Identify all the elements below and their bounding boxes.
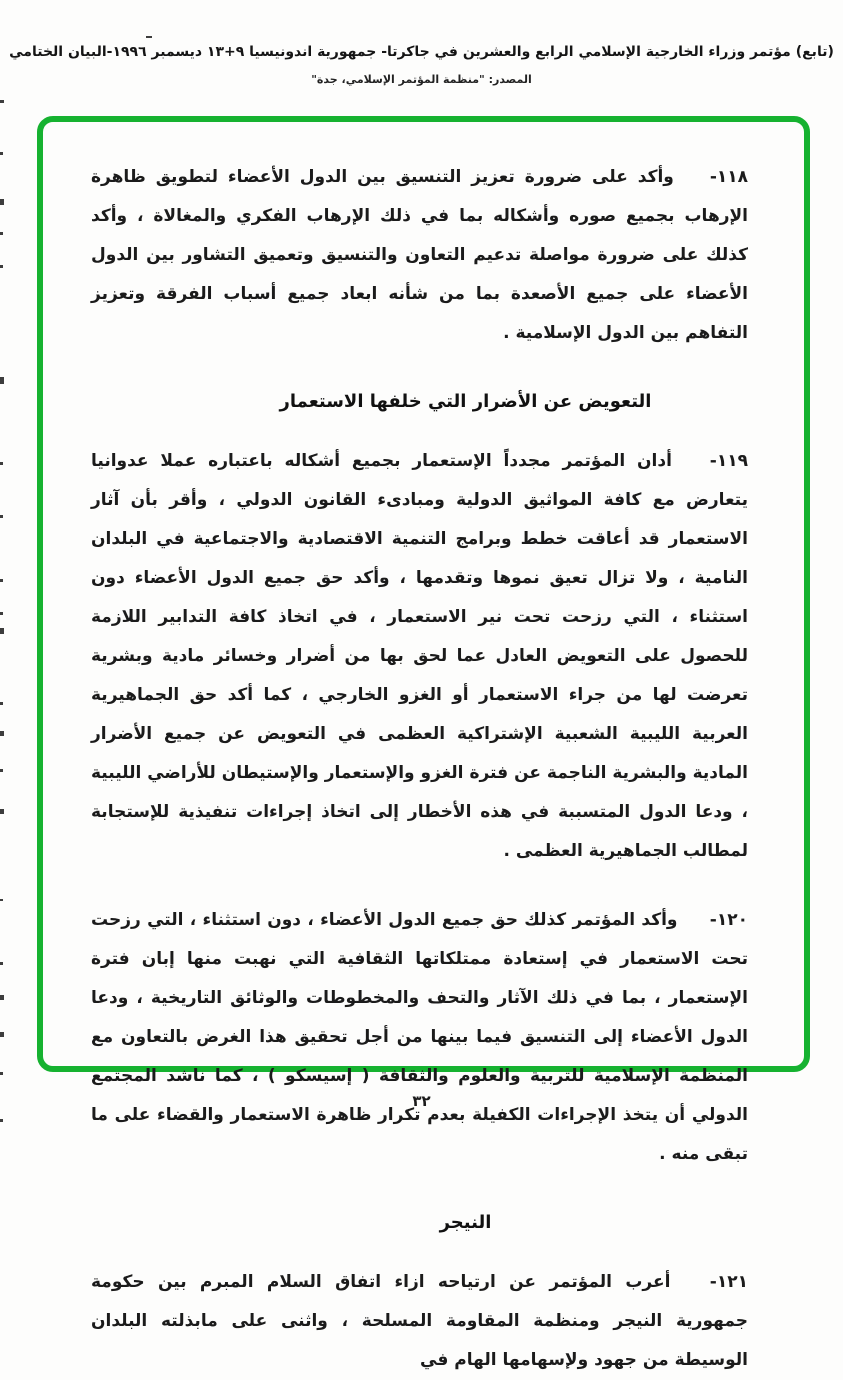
paragraph-text: وأكد المؤتمر كذلك حق جميع الدول الأعضاء ، دون استثناء ، التي رزحت تحت الاستعمار في إستعادة ممتلكاتها الثقافية التي نهبت منها إبان فترة الإستعمار ، بما في ذلك الآثار والتحف والمخطوطات والوثائق التاريخية ، ودعا الدول الأعضاء إلى التنسيق فيما بينها من أجل تحقيق هذا الغرض بالتعاون مع المنظمة الإسلامية للتربية والعلوم والثقافة ( إسيسكو ) ، كما ناشد المجتمع الدولي أن يتخذ الإجراءات الكفيلة بعدم تكرار ظاهرة الاستعمار والقضاء على ما تبقى منه . [91,910,748,1164]
paragraph-119 [91,442,748,871]
scan-artifact [0,612,3,615]
scan-artifact [0,628,4,634]
paragraph-text: وأكد على ضرورة تعزيز التنسيق بين الدول الأعضاء لتطويق ظاهرة الإرهاب بجميع صوره وأشكاله بما في ذلك الإرهاب الفكري والمغالاة ، وأكد كذلك على ضرورة مواصلة تدعيم التعاون والتنسيق وتعميق التشاور بين الدول الأعضاء على جميع الأصعدة بما من شأنه ابعاد جميع أسباب الفرقة وتعزيز التفاهم بين الدول الإسلامية . [91,167,748,343]
scan-artifact [0,995,4,1000]
scan-artifact [0,1032,4,1037]
paragraph-number: ١١٨- [709,167,749,187]
document-header [0,0,843,86]
scan-artifact [0,579,3,582]
scan-artifact [0,515,3,518]
paragraph-118 [91,158,748,353]
paragraph-number: ١١٩- [709,451,748,471]
paragraph-text: أعرب المؤتمر عن ارتياحه ازاء اتفاق السلام المبرم بين حكومة جمهورية النيجر ومنظمة المقاومة المسلحة ، واثنى على مابذلته البلدان الوسيطة من جهود ولإسهامها الهام في [91,1272,748,1370]
scan-artifact [0,1072,3,1075]
scan-artifact [0,899,3,901]
scan-artifact [0,809,4,814]
section-heading-compensation: التعويض عن الأضرار التي خلفها الاستعمار [279,391,652,412]
scan-artifact [0,232,3,235]
scan-artifact [146,36,152,38]
paragraph-number: ١٢١- [709,1272,748,1292]
document-title: (تابع) مؤتمر وزراء الخارجية الإسلامي الرابع والعشرين في جاكرتا- جمهورية اندونيسيا ٩+١٣ ديسمبر ١٩٩٦-البيان الختامي [9,44,834,60]
scan-artifact [0,265,3,268]
scan-artifact [0,152,3,155]
paragraph-121 [91,1263,748,1380]
scan-artifact [0,377,4,384]
scan-artifact [0,962,3,965]
paragraph-number: ١٢٠- [709,910,748,930]
scan-artifact [0,462,3,465]
scan-artifact [0,199,4,205]
scan-artifact [0,769,3,772]
scan-artifact [0,1119,3,1122]
section-heading-niger: النيجر [439,1212,492,1233]
paragraph-text: أدان المؤتمر مجدداً الإستعمار بجميع أشكاله باعتباره عملا عدوانيا يتعارض مع كافة المواثيق الدولية ومبادىء القانون الدولي ، وأقر بأن آثار الاستعمار قد أعاقت خطط وبرامج التنمية الاقتصادية والاجتماعية في البلدان النامية ، ولا تزال تعيق نموها وتقدمها ، وأكد حق جميع الدول الأعضاء دون استثناء ، التي رزحت تحت نير الاستعمار ، في اتخاذ كافة التدابير اللازمة للحصول على التعويض العادل عما لحق بها من أضرار وخسائر مادية وبشرية تعرضت لها من جراء الاستعمار أو الغزو الخارجي ، كما أكد حق الجماهيرية العربية الليبية الشعبية الإشتراكية العظمى في التعويض عن جميع الأضرار المادية والبشرية الناجمة عن فترة الغزو والإستعمار والإستيطان للأراضي الليبية ، ودعا الدول المتسببة في هذه الأخطار إلى اتخاذ إجراءات تنفيذية للإستجابة لمطالب الجماهيرية العظمى . [91,451,748,861]
page-number: ٣٢ [412,1092,431,1110]
paragraph-120 [91,901,748,1174]
scan-artifact [0,100,4,103]
scan-artifact [0,731,4,736]
document-source: المصدر: "منظمة المؤتمر الإسلامي، جدة" [311,73,532,86]
body-text [91,158,748,1380]
scan-artifact [0,702,3,705]
